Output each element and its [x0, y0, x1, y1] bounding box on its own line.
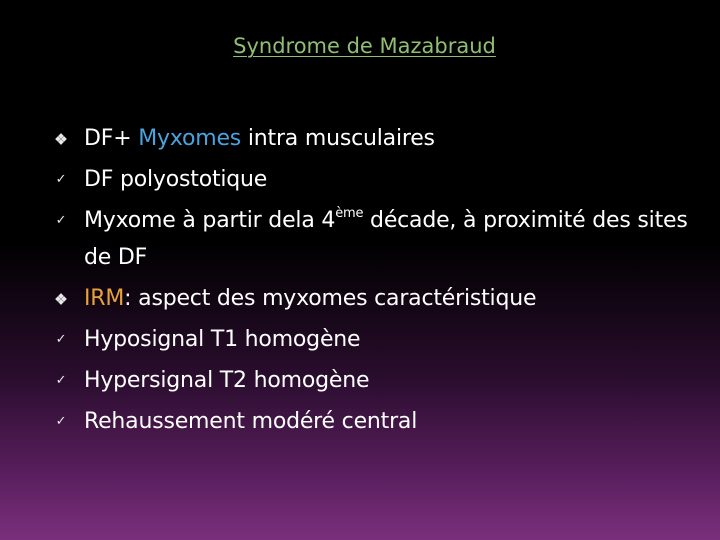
- diamond-icon: [54, 118, 68, 159]
- bullet-item: [54, 319, 694, 360]
- highlight-myxomes: Myxomes: [138, 126, 242, 151]
- superscript-eme: ème: [335, 206, 364, 221]
- bullet-item: [54, 401, 694, 442]
- check-icon: ✓: [55, 332, 67, 347]
- bullet-text: IRM: aspect des myxomes caractéristique: [84, 286, 537, 311]
- check-icon: ✓: [55, 213, 67, 228]
- bullet-text: Hypersignal T2 homogène: [84, 368, 370, 393]
- bullet-text: DF polyostotique: [84, 167, 268, 192]
- bullet-text: DF+ Myxomes intra musculaires: [84, 126, 435, 151]
- slide-title: Syndrome de Mazabraud: [233, 34, 496, 58]
- check-icon: ✓: [55, 172, 67, 187]
- bullet-text: Hyposignal T1 homogène: [84, 327, 361, 352]
- bullet-text: Rehaussement modéré central: [84, 409, 418, 434]
- check-icon: ✓: [55, 373, 67, 388]
- highlight-irm: IRM: [84, 286, 125, 311]
- bullet-item: [54, 360, 694, 401]
- bullet-list: [54, 118, 694, 442]
- bullet-item: [54, 118, 694, 159]
- diamond-icon: [54, 278, 68, 319]
- bullet-item: [54, 278, 694, 319]
- bullet-text: Myxome à partir dela 4ème décade, à proximité des sites de DF: [84, 206, 688, 270]
- bullet-item: [54, 200, 694, 278]
- check-icon: ✓: [55, 414, 67, 429]
- bullet-item: [54, 159, 694, 200]
